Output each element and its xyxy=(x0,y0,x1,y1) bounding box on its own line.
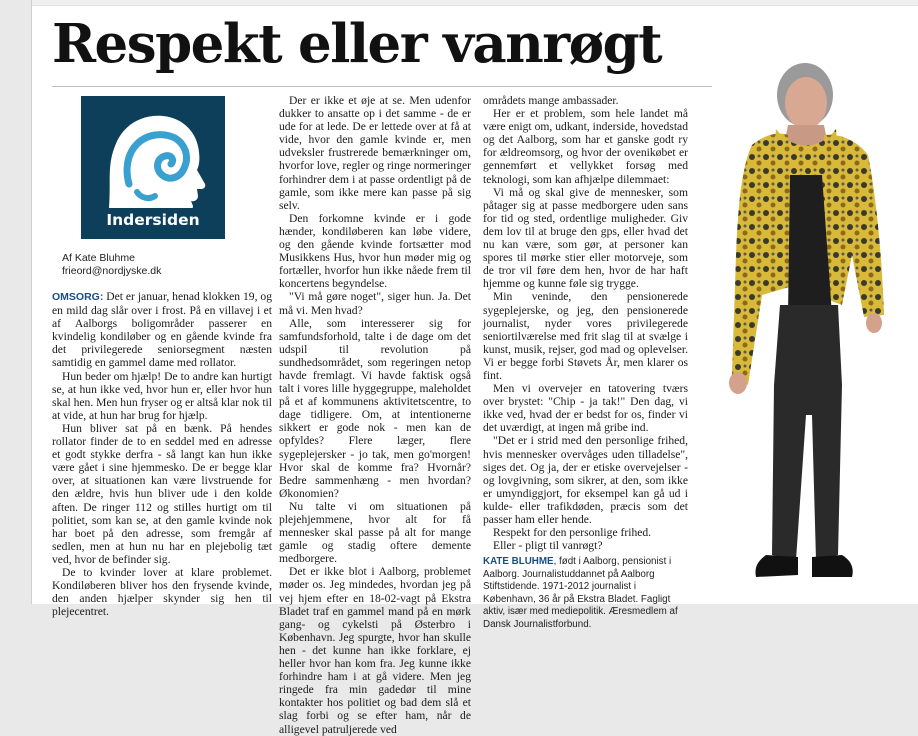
paragraph: områdets mange ambassader. xyxy=(483,94,619,107)
paragraph: Eller - pligt til vanrøgt? xyxy=(493,539,603,553)
bio-text: , født i Aalborg, pensionist i Aalborg. Journalistuddannet på Aalborg Stiftstidende. 1971-2012 journalist i København, 36 år på Ekstra Bladet. Fagligt aktiv, især med mediepolitik. Æresmedlem af Dansk Journalistforbund. xyxy=(483,556,678,630)
byline-email[interactable]: frieord@nordjyske.dk xyxy=(62,265,162,277)
paragraph: Hun beder om hjælp! De to andre kan hurtigt se, at hun ikke ved, hvor hun er, eller hvor hun skal hen. Men hun fryser og er altså klar nok til at vide, at hun har brug for hjælp. xyxy=(52,369,272,422)
article-column-2 xyxy=(279,94,471,736)
byline-author: Af Kate Bluhme xyxy=(62,252,135,264)
paragraph: Der er ikke et øje at se. Men udenfor dukker to ansatte op i det samme - de er ude for at lede. De er lettede over at få at vide, hvor den gamle kvinde er, men udveksler frustrerede bemærkninger om, hvorfor love, regler og ringe normeringer forhindrer dem i at passe ordentligt på de gamle, som ikke mere kan passe på sig selv. xyxy=(279,94,471,212)
paragraph: De to kvinder lover at klare problemet. Kondiløberen bliver hos den frysende kvinde, den anden hjælper skynder sig hen til plejecentret. xyxy=(52,565,272,619)
newspaper-page xyxy=(31,0,918,736)
paragraph: Her er et problem, som hele landet må være enigt om, udkant, inderside, hovedstad og det Aalborg, som har et ganske godt ry for ældreomsorg, og hvor der ovenikøbet er gennemført et vellykket forsøg med teknologi, som kan afhjælpe dilemmaet: xyxy=(483,107,688,186)
paragraph: Det er ikke blot i Aalborg, problemet møder os. Jeg mindedes, hvordan jeg på vej hjem efter en 18-02-vagt på Ekstra Bladet traf en gammel mand på en mørk gang- og cykelsti på Østerbro i København. Jeg spurgte, hvor han skulle hen - det kunne han ikke forklare, ej heller hvor han kom fra. Jeg kunne ikke forhindre ham i at gå videre. Men jeg ringede fra min gadedør til mine kontakter hos politiet og bad dem slå et slag forbi og se efter ham, når de alligevel patruljerede ved xyxy=(279,565,471,736)
paragraph: Den forkomne kvinde er i gode hænder, kondiløberen kan løbe videre, og den gående kvinde fortsætter mod Musikkens Hus, hvor hun møder mig og fortæller, hvorfor hun ikke nåede frem til koncertens begyndelse. xyxy=(279,211,471,291)
author-portrait xyxy=(692,55,918,604)
indersiden-logo xyxy=(81,96,225,239)
paragraph: Nu talte vi om situationen på plejehjemmene, hvor alt for få mennesker skal passe på alt for mange gamle og stadig oftere demente medborgere. xyxy=(279,499,471,566)
paragraph: Respekt for den personlige frihed. xyxy=(493,526,652,540)
headline: Respekt eller vanrøgt xyxy=(52,13,662,75)
article-column-3 xyxy=(483,94,688,631)
top-strip xyxy=(32,0,918,6)
bio-name: KATE BLUHME xyxy=(483,556,554,568)
logo-label: Indersiden xyxy=(106,211,200,229)
article-column-1 xyxy=(52,290,272,618)
lead-paragraph: OMSORG: Det er januar, henad klokken 19, og en mild dag slår over i frost. På en villavej i et af Aalborgs boligområder passerer en kvindelig kondiløber og en gående kvinde fra det privilegerede seniorsegment næsten samtidig en gammel dame med rollator. xyxy=(52,290,272,370)
paragraph: Alle, som interesserer sig for samfundsforhold, talte i de dage om det udspil til revolution på sundhedsområdet, som regeringen netop havde fremlagt. Vi havde faktisk også talt i vores lille hyggegruppe, maleholdet på et af kommunens aktivitetscentre, to dage tidligere. Om, at intentionerne sikkert er gode nok - men kan de opfyldes? Flere læger, flere sygeplejersker - jo tak, men go'morgen! Hvor skal de komme fra? Hvornår? Bedre sammenhæng - men hvordan? Økonomien? xyxy=(279,316,471,500)
paragraph: Vi må og skal give de mennesker, som påtager sig at passe medborgere uden sans for tid og sted, ordentlige muligheder. Giv dem lov til at bruge den gps, eller hvad det nu kan være, som gør, at personer kan spores til mørke stier eller motorveje, som de tror vil føre dem hen, hvor de har haft hjemme og kunne føle sig trygge. xyxy=(483,185,688,291)
paragraph: "Vi må gøre noget", siger hun. Ja. Det må vi. Men hvad? xyxy=(279,290,471,317)
paragraph: "Det er i strid med den personlige frihed, hvis mennesker overvåges uden tilladelse", siges det. Og ja, der er etiske overvejelser - og lovgivning, som sikrer, at den, som ikke er umyndiggjort, for eksempel kan gå ud i kulde- eller trafikdøden, præcis som det passer ham eller hende. xyxy=(483,434,688,526)
byline xyxy=(62,252,161,278)
paragraph: Hun bliver sat på en bænk. På hendes rollator finder de to en seddel med en adresse et godt stykke derfra - så langt kan hun ikke være gået i sine hjemmesko. De er begge klar over, at situationen kan være livstruende for den ældre, hvis hun bliver ude i den kolde aften. De ringer 112 og stilles hurtigt om til politiet, som kan se, at den gamle kvinde nok har boet på den adresse, som fremgår af sedlen, men at hun nu har en plejebolig tæt ved, hvor de befinder sig. xyxy=(52,421,272,566)
kicker: OMSORG: xyxy=(52,291,104,303)
paragraph: Men vi overvejer en tatovering tværs over brystet: "Chip - ja tak!" Den dag, vi ikke ved, hvad der er bedst for os, finder vi det uværdigt, at ingen må gribe ind. xyxy=(483,382,688,435)
headline-rule xyxy=(52,86,712,87)
author-bio xyxy=(483,556,688,631)
paragraph: Min veninde, den pensionerede sygeplejerske, og jeg, den pensionerede journalist, nyder vores privilegerede seniortilværelse med frit slag til at svælge i kunst, musik, rejser, god mad og oplevelser. Vi er begge forbi Støvets År, men klarer os fint. xyxy=(483,290,688,382)
